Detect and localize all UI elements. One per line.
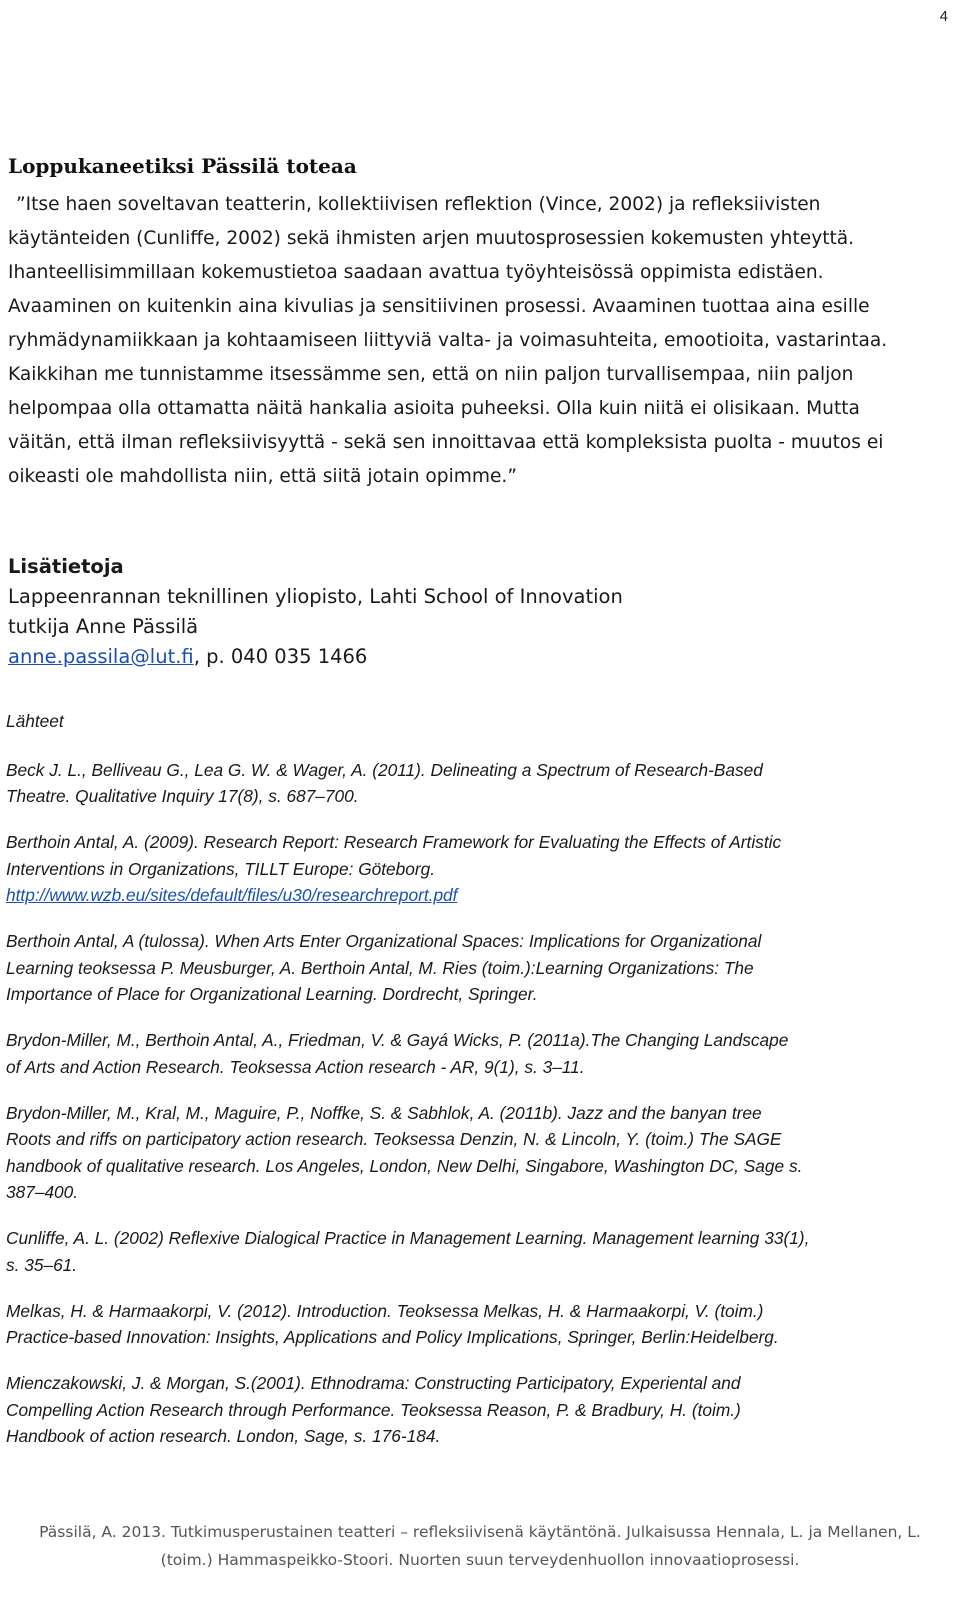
reference-line: Brydon-Miller, M., Berthoin Antal, A., Friedman, V. & Gayá Wicks, P. (2011a).The Changing Landscape — [6, 1030, 789, 1050]
quote-block — [8, 188, 940, 494]
reference-line: Roots and riffs on participatory action research. Teoksessa Denzin, N. & Lincoln, Y. (toim.) The SAGE — [6, 1129, 782, 1149]
info-organization: Lappeenrannan teknillinen yliopisto, Lahti School of Innovation — [8, 585, 623, 608]
info-title: Lisätietoja — [8, 555, 124, 578]
quote-line: Ihanteellisimmillaan kokemustietoa saadaan avattua työyhteisössä oppimista edistäen. — [8, 262, 824, 283]
footer-citation-line: (toim.) Hammaspeikko-Stoori. Nuorten suun terveydenhuollon innovaatioprosessi. — [160, 1551, 800, 1569]
email-link[interactable]: anne.passila@lut.fi — [8, 645, 194, 668]
reference-item — [6, 1225, 940, 1278]
quote-line: väitän, että ilman refleksiivisyyttä - sekä sen innoittavaa että kompleksista puolta - muutos ei — [8, 432, 884, 453]
reference-item — [6, 928, 940, 1008]
reference-item — [6, 1370, 940, 1450]
reference-item — [6, 829, 940, 909]
reference-link[interactable]: http://www.wzb.eu/sites/default/files/u30/researchreport.pdf — [6, 885, 458, 905]
footer-citation-line: Pässilä, A. 2013. Tutkimusperustainen teatteri – refleksiivisenä käytäntönä. Julkaisussa Hennala, L. ja Mellanen, L. — [39, 1523, 921, 1541]
reference-line: Practice-based Innovation: Insights, Applications and Policy Implications, Springer, Berlin:Heidelberg. — [6, 1327, 779, 1347]
quote-line: Avaaminen on kuitenkin aina kivulias ja sensitiivinen prosessi. Avaaminen tuottaa aina esille — [8, 296, 870, 317]
section-heading: Loppukaneetiksi Pässilä toteaa — [8, 154, 357, 178]
reference-line: Cunliffe, A. L. (2002) Reflexive Dialogical Practice in Management Learning. Management learning 33(1), — [6, 1228, 810, 1248]
reference-line: Mienczakowski, J. & Morgan, S.(2001). Ethnodrama: Constructing Participatory, Experiental and — [6, 1373, 741, 1393]
references-title: Lähteet — [6, 711, 64, 731]
quote-line: oikeasti ole mahdollista niin, että siitä jotain opimme.” — [8, 466, 517, 487]
reference-line: Beck J. L., Belliveau G., Lea G. W. & Wager, A. (2011). Delineating a Spectrum of Research-Based — [6, 759, 763, 780]
reference-item — [6, 757, 940, 810]
contact-info — [8, 552, 623, 672]
reference-line: Interventions in Organizations, TILLT Europe: Göteborg. — [6, 858, 436, 879]
reference-line: Brydon-Miller, M., Kral, M., Maguire, P., Noffke, S. & Sabhlok, A. (2011b). Jazz and the banyan tree — [6, 1102, 762, 1123]
reference-item — [6, 1027, 940, 1080]
quote-line: Kaikkihan me tunnistamme itsessämme sen, että on niin paljon turvallisempaa, niin paljon — [8, 364, 854, 385]
quote-line: ryhmädynamiikkaan ja kohtaamiseen liittyviä valta- ja voimasuhteita, emootioita, vastarintaa. — [8, 330, 888, 351]
page-number: 4 — [939, 8, 948, 25]
quote-line: käytänteiden (Cunliffe, 2002) sekä ihmisten arjen muutosprosessien kokemusten yhteyttä. — [8, 228, 855, 249]
page-footer — [0, 1518, 960, 1574]
reference-line: Importance of Place for Organizational Learning. Dordrecht, Springer. — [6, 984, 538, 1004]
references-section — [6, 708, 940, 1469]
reference-line: Theatre. Qualitative Inquiry 17(8), s. 687–700. — [6, 786, 359, 806]
reference-line: 387–400. — [6, 1182, 79, 1202]
reference-item — [6, 1298, 940, 1351]
quote-line: ”Itse haen soveltavan teatterin, kollektiivisen reflektion (Vince, 2002) ja refleksiivisten — [16, 194, 821, 215]
reference-line: s. 35–61. — [6, 1254, 78, 1275]
reference-item — [6, 1100, 940, 1206]
reference-line: Learning teoksessa P. Meusburger, A. Berthoin Antal, M. Ries (toim.):Learning Organizations: The — [6, 957, 754, 978]
phone-number: , p. 040 035 1466 — [193, 645, 368, 668]
reference-line: Handbook of action research. London, Sage, s. 176-184. — [6, 1426, 441, 1446]
reference-line: handbook of qualitative research. Los Angeles, London, New Delhi, Singabore, Washington DC, Sage s. — [6, 1155, 803, 1176]
reference-line: Berthoin Antal, A (tulossa). When Arts Enter Organizational Spaces: Implications for Organizational — [6, 931, 762, 951]
info-contact-line — [8, 642, 623, 672]
reference-line: Melkas, H. & Harmaakorpi, V. (2012). Introduction. Teoksessa Melkas, H. & Harmaakorpi, V. (toim.) — [6, 1300, 764, 1321]
info-person: tutkija Anne Pässilä — [8, 615, 199, 638]
reference-line: Compelling Action Research through Performance. Teoksessa Reason, P. & Bradbury, H. (toim.) — [6, 1399, 741, 1420]
reference-line: of Arts and Action Research. Teoksessa Action research - AR, 9(1), s. 3–11. — [6, 1056, 585, 1077]
quote-line: helpompaa olla ottamatta näitä hankalia asioita puheeksi. Olla kuin niitä ei olisikaan. Mutta — [8, 398, 860, 419]
reference-line: Berthoin Antal, A. (2009). Research Report: Research Framework for Evaluating the Effects of Artistic — [6, 832, 782, 852]
